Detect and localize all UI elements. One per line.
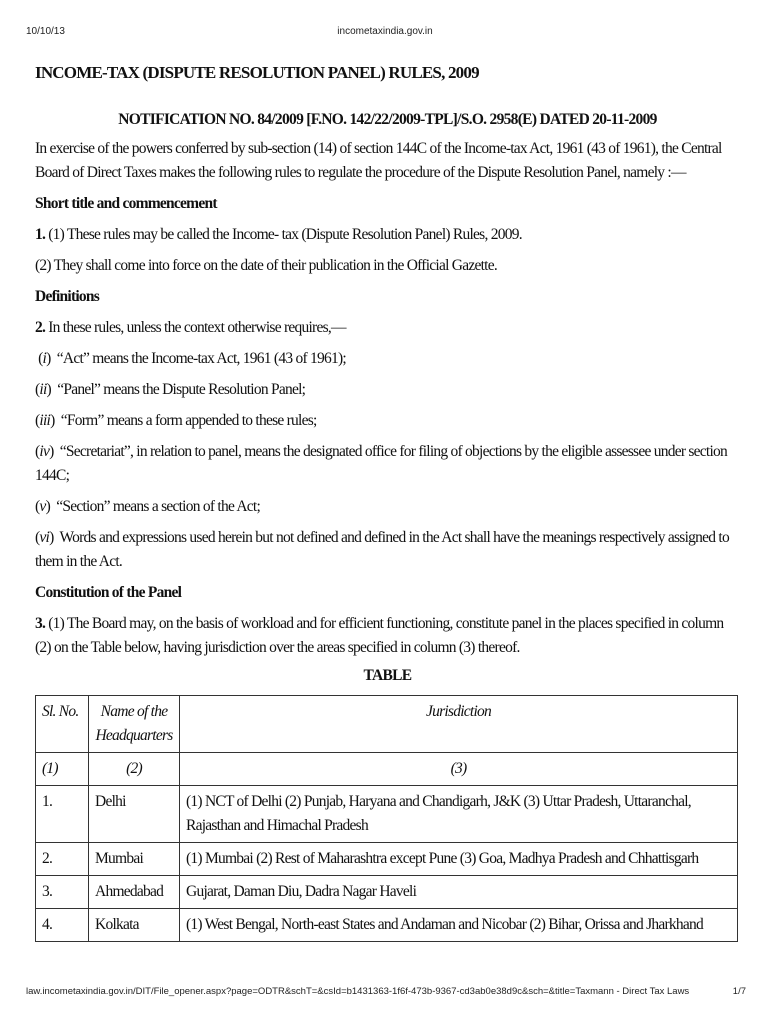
definition-num: iv xyxy=(39,443,50,460)
definition-text: “Act” means the Income-tax Act, 1961 (43 of 1961); xyxy=(56,350,346,367)
table-row xyxy=(36,909,738,942)
table-cell-sl: 3. xyxy=(36,876,89,909)
rule-text: (1) The Board may, on the basis of workload and for efficient functioning, constitute panel in the places specified in column (2) on the Table below, having jurisdiction over the areas specified in column (3) thereof. xyxy=(35,615,724,656)
footer-url[interactable]: law.incometaxindia.gov.in/DIT/File_opener.aspx?page=ODTR&schT=&csId=b1431363-1f6f-473b-9367-cd3ab0e38d9c&sch=&title=Taxmann - Direct Tax Laws xyxy=(26,986,690,997)
definition-text: “Form” means a form appended to these rules; xyxy=(60,412,317,429)
table-cell-jurisdiction: Gujarat, Daman Diu, Dadra Nagar Haveli xyxy=(180,876,738,909)
rule-1-2: (2) They shall come into force on the date of their publication in the Official Gazette. xyxy=(35,257,497,274)
definition-item: (ii) “Panel” means the Dispute Resolution Panel; xyxy=(35,381,306,398)
jurisdiction-table xyxy=(35,695,738,942)
rule-number: 3. xyxy=(35,615,46,632)
table-cell-hq: Delhi xyxy=(89,786,180,843)
rule-1 xyxy=(35,223,740,247)
definition-num: i xyxy=(42,350,47,367)
page-number: 1/7 xyxy=(732,986,746,997)
definition-text: “Panel” means the Dispute Resolution Panel; xyxy=(57,381,306,398)
section-heading-definitions: Definitions xyxy=(35,288,100,305)
section-heading-constitution: Constitution of the Panel xyxy=(35,584,182,601)
definition-num: iii xyxy=(39,412,51,429)
definition-text: Words and expressions used herein but not defined and defined in the Act shall have the meanings respectively assigned to them in the Act. xyxy=(35,529,729,570)
definition-text: “Section” means a section of the Act; xyxy=(56,498,261,515)
table-colnum: (1) xyxy=(36,753,89,786)
table-header-row xyxy=(36,696,738,753)
table-cell-jurisdiction: (1) NCT of Delhi (2) Punjab, Haryana and Chandigarh, J&K (3) Uttar Pradesh, Uttaranchal, Rajasthan and Himachal Pradesh xyxy=(180,786,738,843)
definition-num: v xyxy=(39,498,46,515)
print-site: incometaxindia.gov.in xyxy=(337,26,433,37)
table-cell-jurisdiction: (1) West Bengal, North-east States and Andaman and Nicobar (2) Bihar, Orissa and Jharkhand xyxy=(180,909,738,942)
preamble: In exercise of the powers conferred by sub-section (14) of section 144C of the Income-tax Act, 1961 (43 of 1961), the Central Board of Direct Taxes makes the following rules to regulate the procedure of the Dispute Resolution Panel, namely :— xyxy=(35,140,722,181)
definition-item: (vi) Words and expressions used herein but not defined and defined in the Act shall have the meanings respectively assigned to them in the Act. xyxy=(35,529,729,570)
table-colnum-row xyxy=(36,753,738,786)
rule-2 xyxy=(35,316,740,340)
print-date: 10/10/13 xyxy=(26,26,65,37)
table-cell-sl: 4. xyxy=(36,909,89,942)
document-title: INCOME-TAX (DISPUTE RESOLUTION PANEL) RULES, 2009 xyxy=(35,63,479,82)
definition-item: (iii) “Form” means a form appended to these rules; xyxy=(35,412,317,429)
table-row xyxy=(36,843,738,876)
rule-number: 2. xyxy=(35,319,46,336)
definition-num: vi xyxy=(39,529,50,546)
table-colnum: (2) xyxy=(89,753,180,786)
definition-num: ii xyxy=(39,381,47,398)
definition-text: “Secretariat”, in relation to panel, means the designated office for filing of objections by the eligible assessee under section 144C; xyxy=(35,443,728,484)
definition-item: (iv) “Secretariat”, in relation to panel, means the designated office for filing of objections by the eligible assessee under section 144C; xyxy=(35,443,728,484)
document-body xyxy=(35,63,740,942)
table-cell-hq: Ahmedabad xyxy=(89,876,180,909)
definition-item: (i) “Act” means the Income-tax Act, 1961 (43 of 1961); xyxy=(35,350,346,367)
table-cell-hq: Kolkata xyxy=(89,909,180,942)
table-cell-sl: 1. xyxy=(36,786,89,843)
table-colnum: (3) xyxy=(180,753,738,786)
rule-text: In these rules, unless the context otherwise requires,— xyxy=(45,319,346,336)
table-cell-jurisdiction: (1) Mumbai (2) Rest of Maharashtra except Pune (3) Goa, Madhya Pradesh and Chhattisgarh xyxy=(180,843,738,876)
table-cell-sl: 2. xyxy=(36,843,89,876)
table-row xyxy=(36,876,738,909)
table-header-hq: Name of the Headquarters xyxy=(89,696,180,753)
section-heading-short-title: Short title and commencement xyxy=(35,195,217,212)
definition-item: (v) “Section” means a section of the Act; xyxy=(35,498,261,515)
table-cell-hq: Mumbai xyxy=(89,843,180,876)
rule-3 xyxy=(35,612,740,660)
rule-text: (1) These rules may be called the Income- tax (Dispute Resolution Panel) Rules, 2009. xyxy=(45,226,522,243)
table-row xyxy=(36,786,738,843)
rule-number: 1. xyxy=(35,226,46,243)
print-footer xyxy=(26,986,746,997)
table-header-sl: Sl. No. xyxy=(36,696,89,753)
table-header-jurisdiction: Jurisdiction xyxy=(180,696,738,753)
table-caption: TABLE xyxy=(363,667,412,684)
notification-heading: NOTIFICATION NO. 84/2009 [F.NO. 142/22/2009-TPL]/S.O. 2958(E) DATED 20-11-2009 xyxy=(118,111,657,128)
